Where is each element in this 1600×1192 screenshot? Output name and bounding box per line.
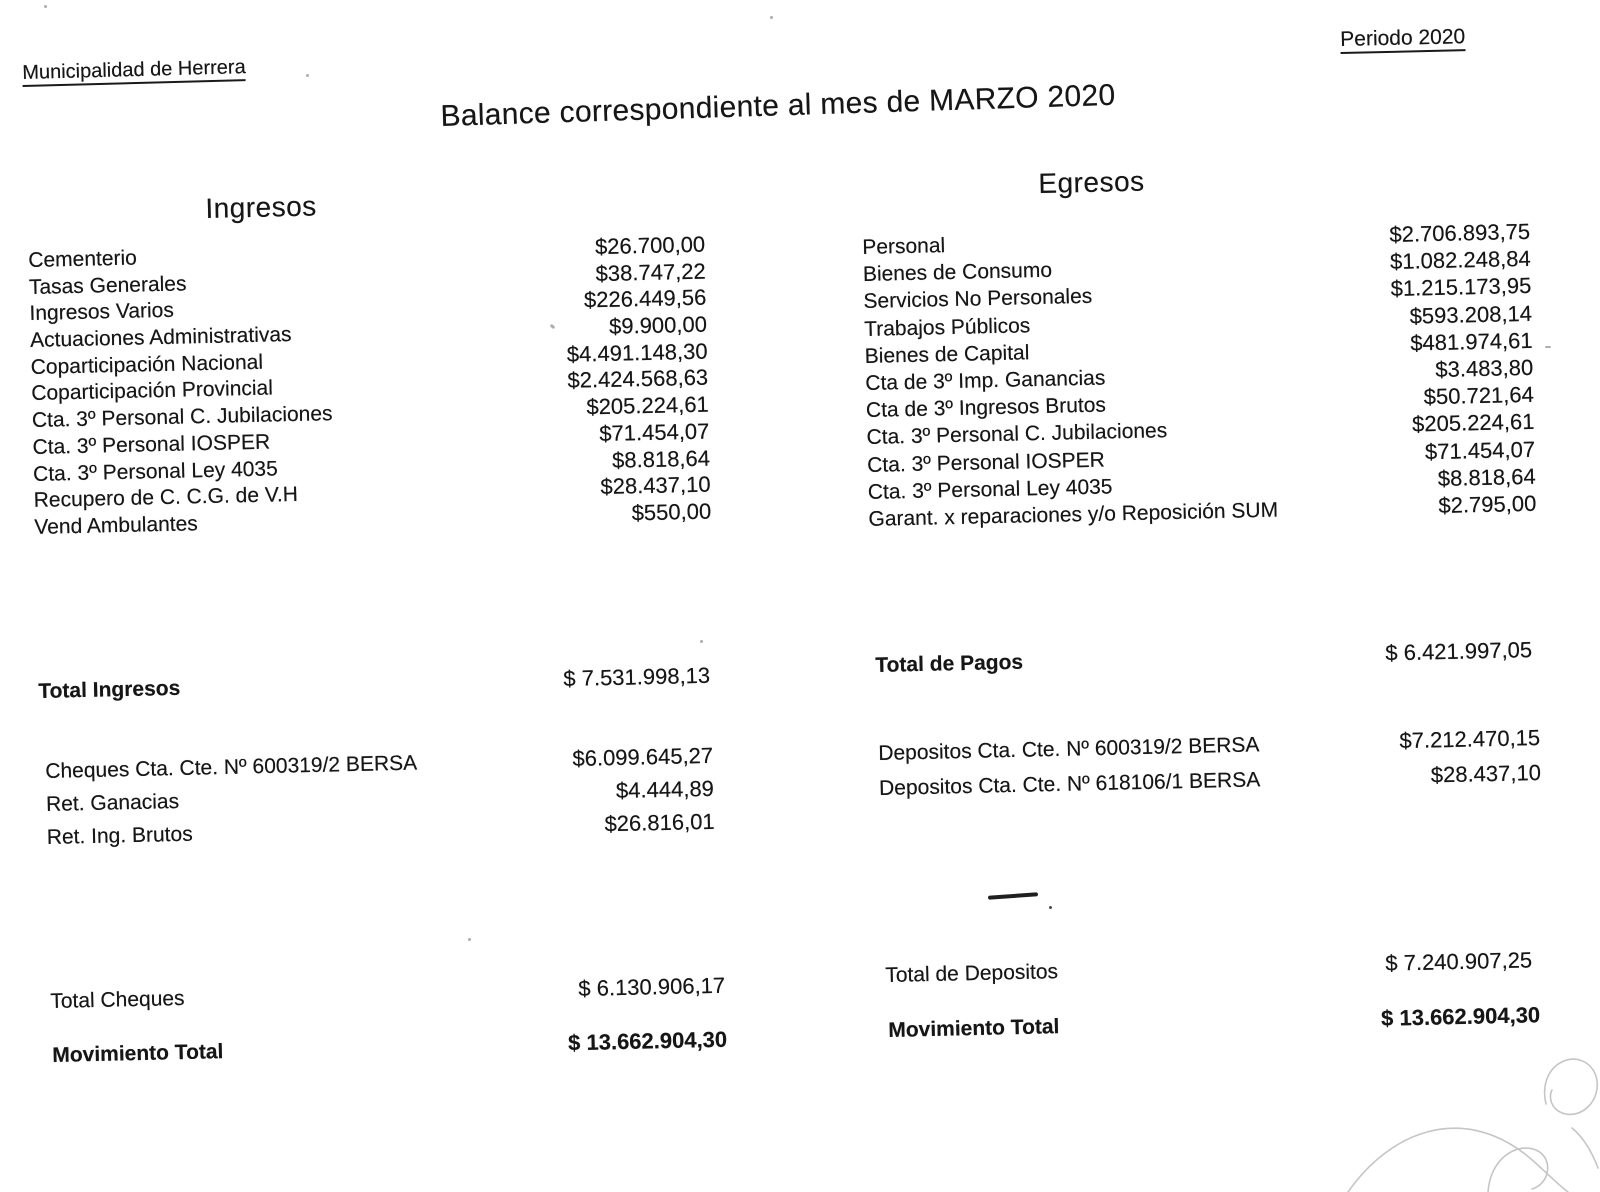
scan-speck <box>1545 346 1551 348</box>
ingreso-value: $8.818,64 <box>611 445 711 473</box>
depositos-table <box>878 725 1541 809</box>
egreso-value: $205.224,61 <box>1411 409 1535 437</box>
ingreso-value: $226.449,56 <box>583 285 707 313</box>
scan-speck <box>44 5 47 8</box>
ingreso-label: Actuaciones Administrativas <box>29 323 292 353</box>
total-depositos-label: Total de Depositos <box>885 960 1059 987</box>
movimiento-total-right-row <box>888 1002 1540 1043</box>
egreso-label: Cta. 3º Personal C. Jubilaciones <box>866 419 1168 450</box>
total-cheques-row <box>50 973 725 1014</box>
egreso-value: $3.483,80 <box>1435 354 1534 382</box>
egreso-label: Trabajos Públicos <box>863 313 1031 341</box>
egreso-value: $8.818,64 <box>1437 463 1536 491</box>
cheque-value: $26.816,01 <box>604 808 715 837</box>
egreso-label: Cta de 3º Ingresos Brutos <box>865 393 1107 423</box>
cheque-value: $6.099.645,27 <box>572 742 714 772</box>
ingreso-value: $205.224,61 <box>586 391 710 420</box>
deposito-value: $7.212.470,15 <box>1399 724 1541 754</box>
deposito-label: Depositos Cta. Cte. Nº 618106/1 BERSA <box>878 767 1261 800</box>
total-pagos-label: Total de Pagos <box>875 650 1024 677</box>
egreso-value: $593.208,14 <box>1409 300 1533 329</box>
total-cheques-label: Total Cheques <box>50 986 185 1013</box>
cheque-label: Cheques Cta. Cte. Nº 600319/2 BERSA <box>45 751 418 783</box>
egresos-table <box>862 219 1537 533</box>
ingreso-value: $71.454,07 <box>598 418 710 446</box>
ingreso-label: Cementerio <box>28 246 138 272</box>
egreso-value: $1.215.173,95 <box>1390 273 1532 302</box>
total-depositos-row <box>885 947 1532 988</box>
total-ingresos-row <box>38 663 710 704</box>
ingresos-heading: Ingresos <box>205 190 318 224</box>
ingresos-table <box>28 232 711 541</box>
movimiento-total-left-label: Movimiento Total <box>52 1040 224 1067</box>
movimiento-total-right-value: $ 13.662.904,30 <box>1380 1002 1541 1031</box>
egreso-value: $2.706.893,75 <box>1389 218 1531 248</box>
ingreso-label: Coparticipación Nacional <box>30 350 264 379</box>
ingreso-label: Cta. 3º Personal C. Jubilaciones <box>31 402 333 433</box>
ingreso-label: Cta. 3º Personal Ley 4035 <box>32 456 279 486</box>
egreso-value: $50.721,64 <box>1423 381 1535 410</box>
cheque-label: Ret. Ing. Brutos <box>46 822 193 849</box>
deposito-value: $28.437,10 <box>1430 759 1542 787</box>
page-title: Balance correspondiente al mes de MARZO 2020 <box>440 78 1116 133</box>
signature-scribble <box>1340 1042 1600 1192</box>
pen-dot-mark <box>1049 906 1052 909</box>
pen-dash-mark <box>988 892 1038 899</box>
total-pagos-row <box>875 637 1532 678</box>
total-cheques-value: $ 6.130.906,17 <box>578 972 726 1002</box>
org-name: Municipalidad de Herrera <box>22 56 246 87</box>
ingreso-value: $2.424.568,63 <box>567 365 709 394</box>
scan-speck <box>468 938 471 941</box>
movimiento-total-left-row <box>52 1027 727 1068</box>
cheque-value: $4.444,89 <box>615 775 715 804</box>
egreso-value: $481.974,61 <box>1409 327 1533 356</box>
total-ingresos-label: Total Ingresos <box>38 676 181 703</box>
egreso-label: Bienes de Consumo <box>862 258 1053 287</box>
ingreso-label: Tasas Generales <box>28 272 187 299</box>
total-pagos-value: $ 6.421.997,05 <box>1385 637 1533 666</box>
egreso-value: $71.454,07 <box>1424 436 1536 464</box>
egreso-label: Garant. x reparaciones y/o Reposición SUM <box>868 498 1279 531</box>
scan-speck <box>700 640 703 643</box>
egresos-heading: Egresos <box>1038 165 1145 199</box>
cheque-label: Ret. Ganacias <box>45 789 180 816</box>
movimiento-total-left-value: $ 13.662.904,30 <box>567 1026 728 1056</box>
ingreso-label: Recupero de C. C.G. de V.H <box>33 483 299 513</box>
scan-speck <box>770 16 773 19</box>
ingreso-value: $4.491.148,30 <box>566 338 708 367</box>
egreso-label: Bienes de Capital <box>864 340 1030 368</box>
egreso-label: Servicios No Personales <box>863 285 1093 314</box>
ingreso-label: Cta. 3º Personal IOSPER <box>32 430 271 459</box>
egreso-label: Cta de 3º Imp. Ganancias <box>865 366 1106 395</box>
ingreso-value: $28.437,10 <box>600 471 711 500</box>
ingreso-value: $550,00 <box>631 498 712 526</box>
total-depositos-value: $ 7.240.907,25 <box>1385 947 1533 976</box>
total-ingresos-value: $ 7.531.998,13 <box>563 662 711 692</box>
cheques-table <box>45 743 715 857</box>
ingreso-label: Coparticipación Provincial <box>31 376 274 406</box>
ingreso-value: $38.747,22 <box>595 258 706 286</box>
egreso-value: $1.082.248,84 <box>1389 246 1532 275</box>
period-label: Periodo 2020 <box>1340 25 1465 54</box>
egreso-label: Cta. 3º Personal Ley 4035 <box>867 475 1113 504</box>
deposito-label: Depositos Cta. Cte. Nº 600319/2 BERSA <box>878 733 1260 765</box>
ingreso-label: Ingresos Varios <box>29 299 175 326</box>
ingreso-value: $9.900,00 <box>608 311 708 339</box>
egreso-value: $2.795,00 <box>1438 490 1537 518</box>
movimiento-total-right-label: Movimiento Total <box>888 1015 1060 1042</box>
ingreso-value: $26.700,00 <box>594 231 706 260</box>
egreso-label: Cta. 3º Personal IOSPER <box>866 448 1106 477</box>
egreso-label: Personal <box>862 234 946 259</box>
ingreso-label: Vend Ambulantes <box>34 512 199 539</box>
scan-speck <box>306 74 309 77</box>
